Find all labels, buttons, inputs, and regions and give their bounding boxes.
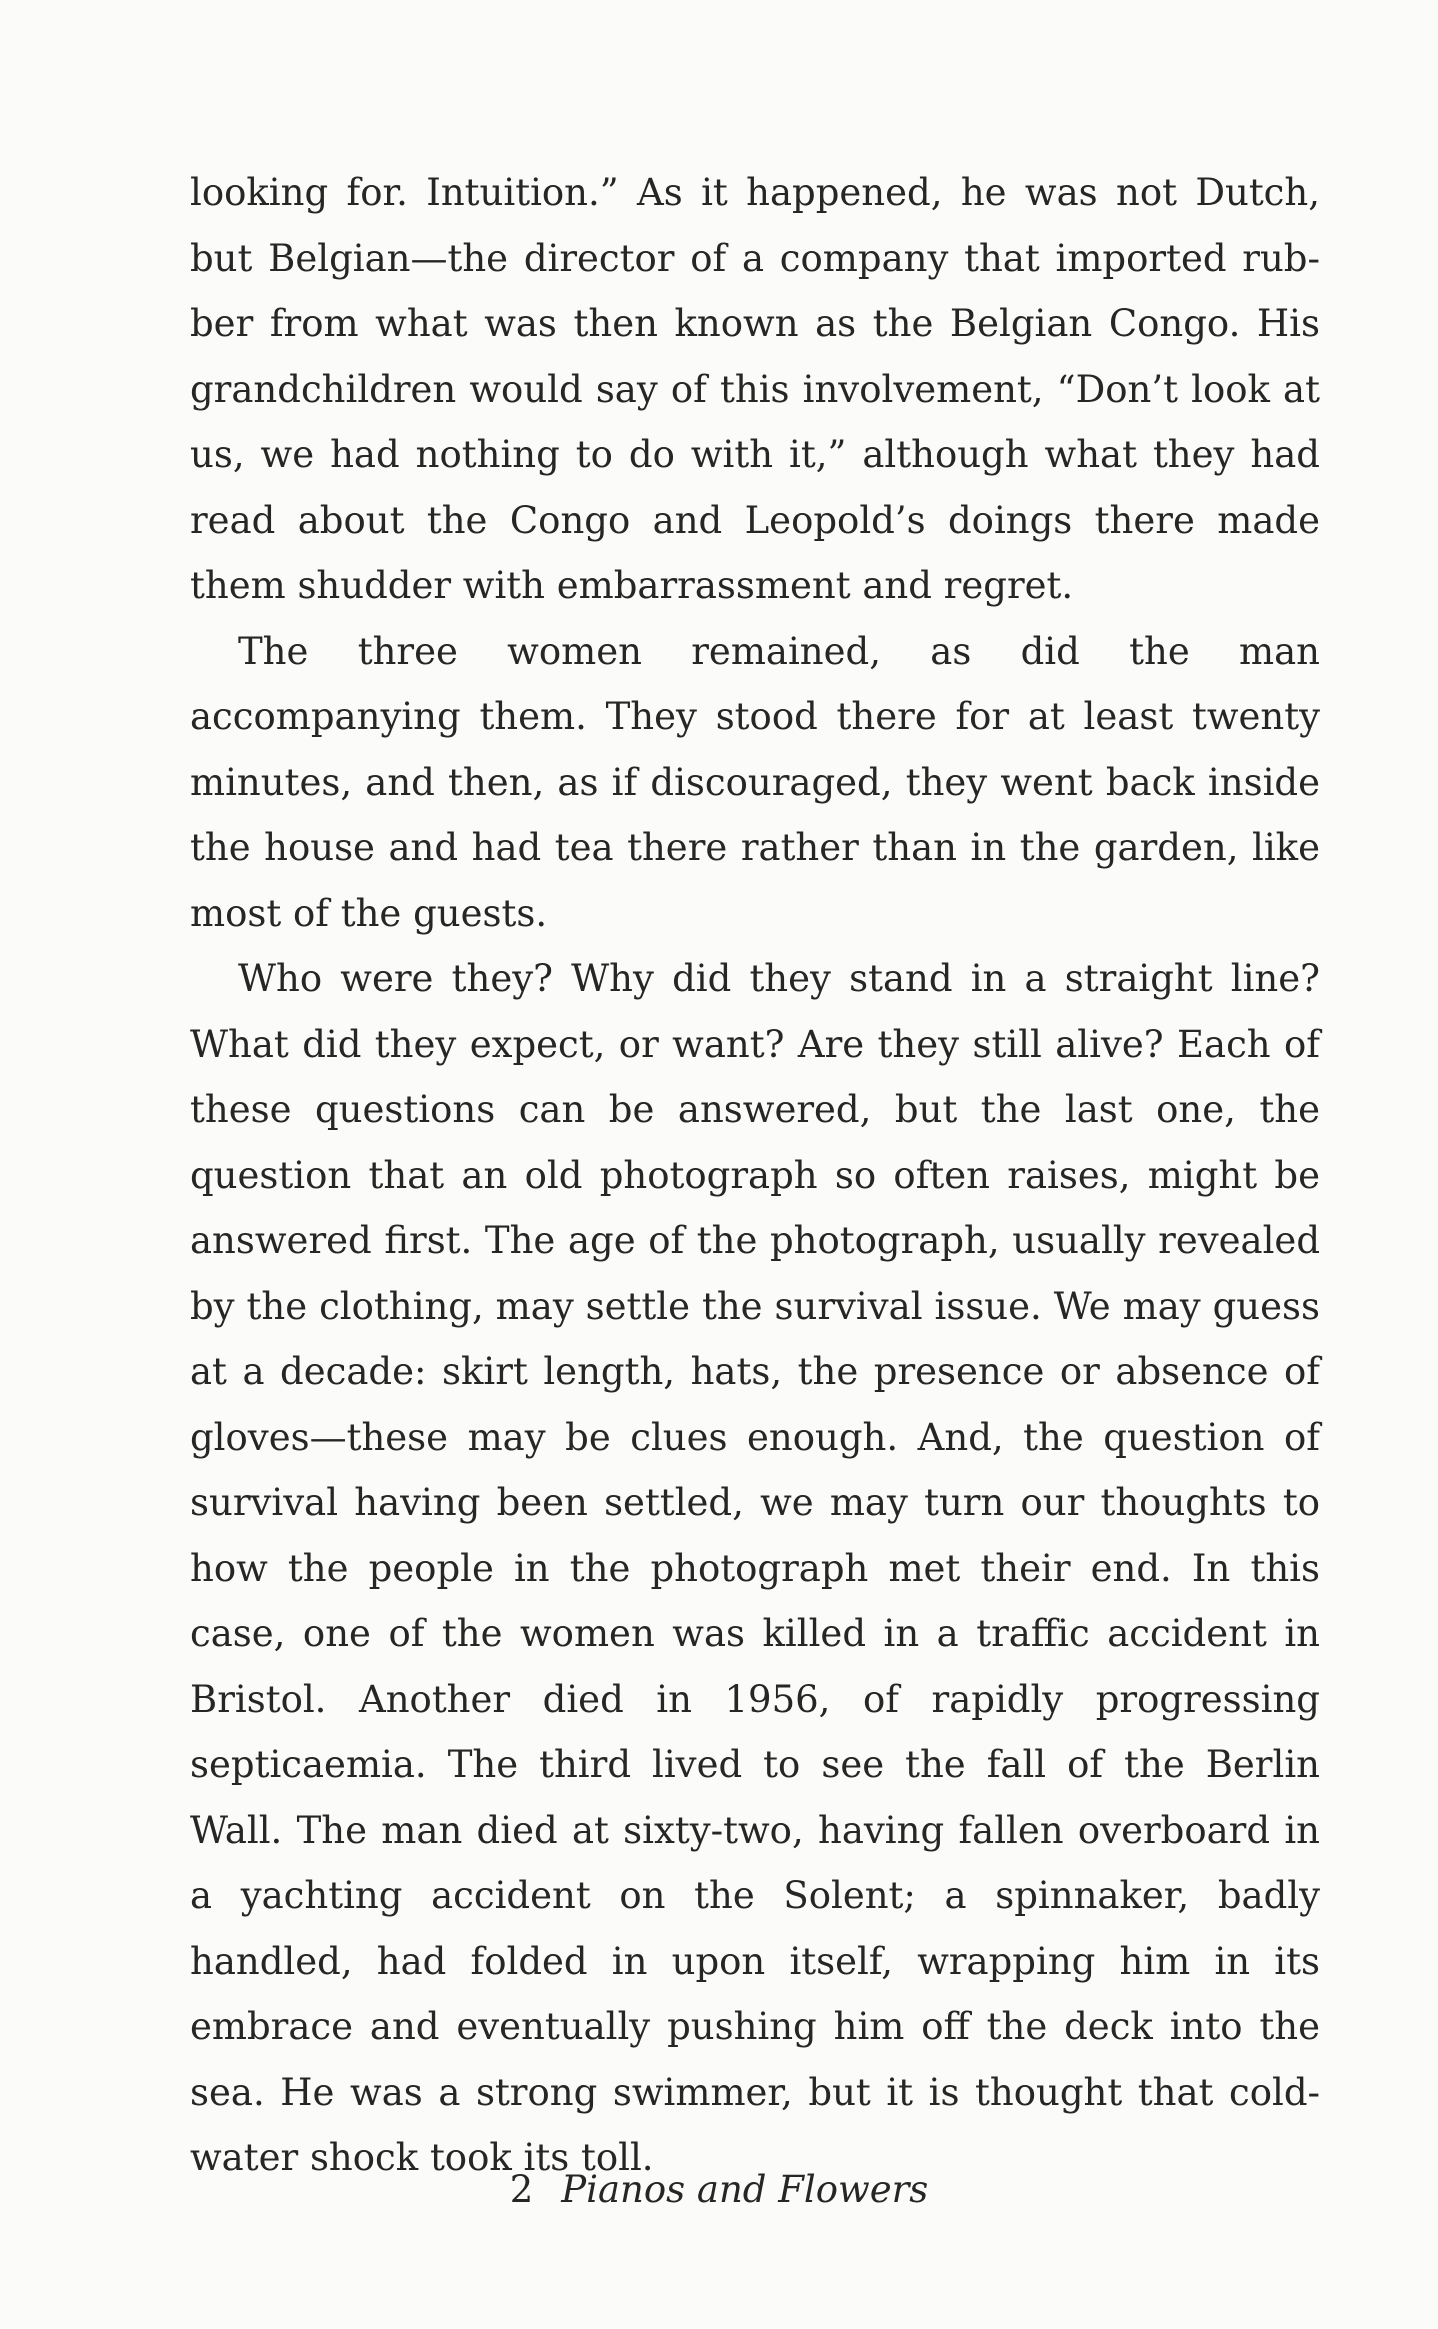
running-title: Pianos and Flowers — [561, 2168, 929, 2211]
paragraph-three-women: The three women remained, as did the man accompanying them. They stood there for at least twenty minutes, and then, as if discouraged, they went back inside the house and had tea there rather than in the garden, like most of the guests. — [190, 629, 1320, 935]
paragraph-continuation: looking for. Intuition.” As it happened, he was not Dutch, but Belgian—the director of a company that imported rubber from what was then known as the Belgian Congo. His grandchildren would say of this involvement, “Don’t look at us, we had nothing to do with it,” although what they had read about the Congo and Leopold’s doings there made them shudder with embarrassment and regret. — [190, 171, 1320, 607]
body-text — [190, 160, 1320, 2191]
page-footer — [0, 2168, 1438, 2211]
page-number: 2 — [509, 2168, 534, 2211]
paragraph-who-were-they: Who were they? Why did they stand in a straight line? What did they expect, or want? Are they still alive? Each of these questions can be answered, but the last one, the question that an old photograph so often raises, might be answered first. The age of the photograph, usually revealed by the clothing, may settle the survival issue. We may guess at a decade: skirt length, hats, the presence or absence of gloves—these may be clues enough. And, the question of survival having been settled, we may turn our thoughts to how the people in the photograph met their end. In this case, one of the women was killed in a traffic accident in Bristol. Another died in 1956, of rapidly progressing septicaemia. The third lived to see the fall of the Berlin Wall. The man died at sixty-two, having fallen overboard in a yachting accident on the Solent; a spinnaker, badly handled, had folded in upon itself, wrapping him in its embrace and eventually pushing him off the deck into the sea. He was a strong swimmer, but it is thought that cold-water shock took its toll. — [190, 957, 1320, 2179]
